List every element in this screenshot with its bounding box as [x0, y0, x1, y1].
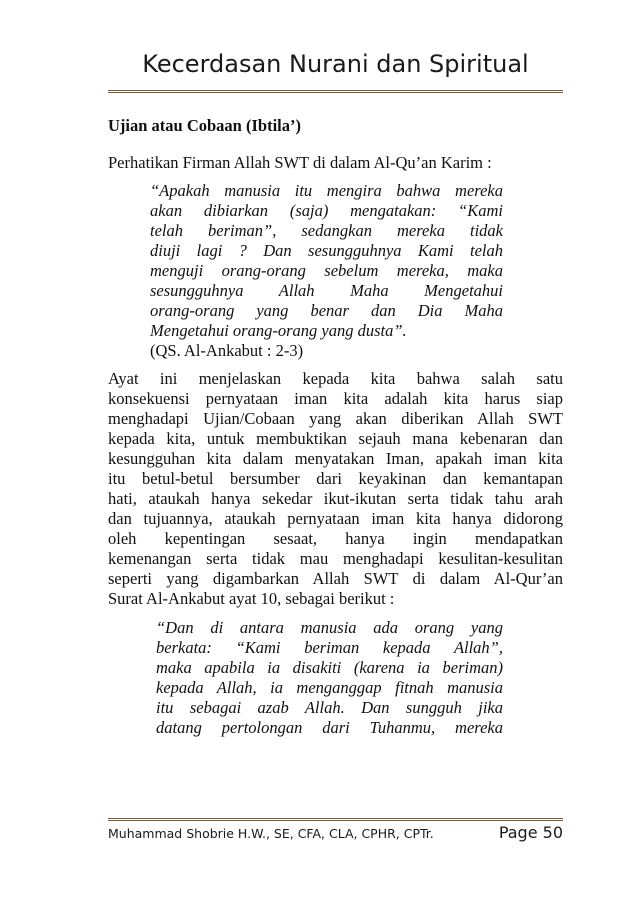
paragraph-line: menghadapi Ujian/Cobaan yang akan diberikan Allah SWT [108, 409, 563, 428]
quote-line: telah beriman”, sedangkan mereka tidak [150, 221, 503, 240]
paragraph-line: Surat Al-Ankabut ayat 10, sebagai berikut : [108, 589, 395, 608]
body-paragraph [108, 369, 563, 609]
quote-line: “Dan di antara manusia ada orang yang [156, 618, 503, 637]
quote-line: orang-orang yang benar dan Dia Maha [150, 301, 503, 320]
paragraph-line: seperti yang digambarkan Allah SWT di dalam Al-Qur’an [108, 569, 563, 588]
paragraph-line: hati, ataukah hanya sekedar ikut-ikutan serta tidak tahu arah [108, 489, 563, 508]
quote-line: sesungguhnya Allah Maha Mengetahui [150, 281, 503, 300]
section-heading: Ujian atau Cobaan (Ibtila’) [108, 116, 301, 135]
page-number: Page 50 [498, 823, 563, 842]
quote-line: kepada Allah, ia menganggap fitnah manusia [156, 678, 503, 697]
quote-line: datang pertolongan dari Tuhanmu, mereka [156, 718, 503, 737]
quote-line: menguji orang-orang sebelum mereka, maka [150, 261, 503, 280]
page-body [108, 108, 563, 738]
quote-line: “Apakah manusia itu mengira bahwa mereka [150, 181, 503, 200]
quote-block-1 [150, 181, 503, 341]
page-header-title: Kecerdasan Nurani dan Spiritual [142, 50, 529, 78]
quote-line: maka apabila ia disakiti (karena ia beriman) [156, 658, 503, 677]
quote-citation: (QS. Al-Ankabut : 2-3) [150, 341, 304, 360]
paragraph-line: kepada kita, untuk membuktikan sejauh mana kebenaran dan [108, 429, 563, 448]
footer-author: Muhammad Shobrie H.W., SE, CFA, CLA, CPHR, CPTr. [108, 826, 434, 841]
quote-line: Mengetahui orang-orang yang dusta”. [150, 321, 407, 340]
quote-line: berkata: “Kami beriman kepada Allah”, [156, 638, 503, 657]
paragraph-line: kesungguhan kita dalam menyatakan Iman, apakah iman kita [108, 449, 563, 468]
paragraph-line: kemenangan serta tidak mau menghadapi kesulitan-kesulitan [108, 549, 563, 568]
intro-text: Perhatikan Firman Allah SWT di dalam Al-Qu’an Karim : [108, 153, 492, 172]
quote-line: itu sebagai azab Allah. Dan sungguh jika [156, 698, 503, 717]
paragraph-line: oleh kepentingan sesaat, hanya ingin mendapatkan [108, 529, 563, 548]
paragraph-line: Ayat ini menjelaskan kepada kita bahwa salah satu [108, 369, 563, 388]
header-divider [108, 90, 563, 93]
quote-block-2 [156, 618, 503, 738]
paragraph-line: konsekuensi pernyataan iman kita adalah kita harus siap [108, 389, 563, 408]
paragraph-line: dan tujuannya, ataukah pernyataan iman kita hanya didorong [108, 509, 563, 528]
footer-divider [108, 818, 563, 821]
paragraph-line: itu betul-betul bersumber dari keyakinan dan kemantapan [108, 469, 563, 488]
quote-line: akan dibiarkan (saja) mengatakan: “Kami [150, 201, 503, 220]
quote-line: diuji lagi ? Dan sesungguhnya Kami telah [150, 241, 503, 260]
